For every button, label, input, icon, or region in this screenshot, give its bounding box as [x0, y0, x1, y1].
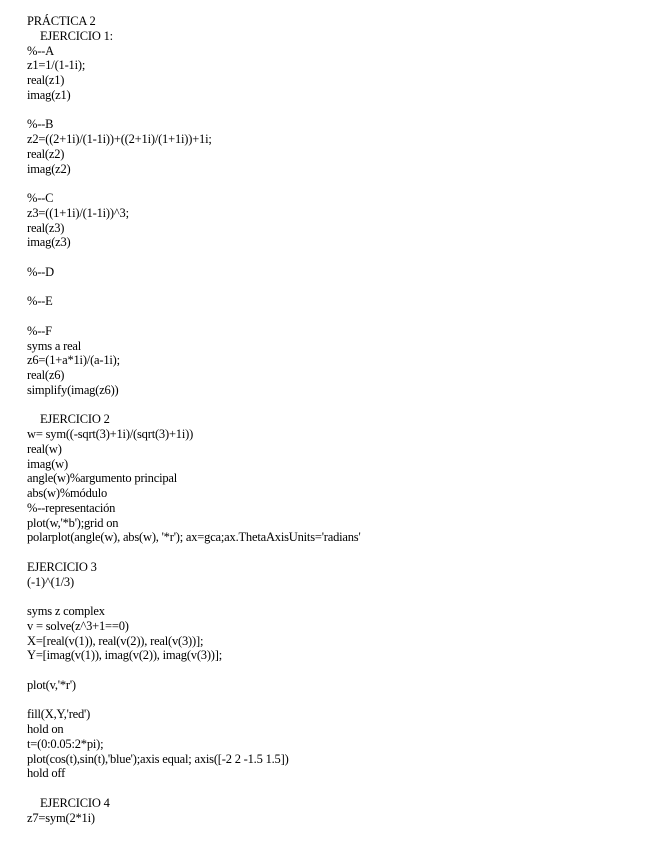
code-line: angle(w)%argumento principal	[27, 471, 178, 486]
blank-line	[27, 781, 637, 796]
code-line: %--C	[27, 191, 54, 205]
code-line: real(z2)	[27, 146, 65, 161]
blank-line	[27, 663, 637, 678]
document-body	[27, 14, 637, 825]
code-line: imag(z3)	[27, 235, 71, 250]
section-heading-ejercicio-2: EJERCICIO 2	[40, 412, 110, 427]
code-line: fill(X,Y,'red')	[27, 707, 91, 722]
blank-line	[27, 693, 637, 708]
code-line: syms z complex	[27, 604, 105, 618]
code-line: real(z3)	[27, 220, 65, 235]
code-line: imag(w)	[27, 456, 68, 471]
blank-line	[27, 176, 637, 191]
blank-line	[27, 398, 637, 413]
code-line: Y=[imag(v(1)), imag(v(2)), imag(v(3))];	[27, 648, 223, 663]
code-line: (-1)^(1/3)	[27, 574, 74, 589]
code-line: %--F	[27, 323, 52, 338]
code-line: imag(z2)	[27, 161, 71, 176]
code-line: plot(v,'*r')	[27, 677, 76, 692]
code-line: z3=((1+1i)/(1-1i))^3;	[27, 205, 129, 220]
code-line: polarplot(angle(w), abs(w), '*r'); ax=gca;ax.ThetaAxisUnits='radians'	[27, 530, 361, 545]
code-line: %--D	[27, 264, 54, 279]
code-line: real(z1)	[27, 73, 65, 87]
code-line: syms a real	[27, 338, 82, 353]
code-line: hold on	[27, 722, 64, 736]
code-line: hold off	[27, 766, 66, 781]
code-line: real(z6)	[27, 368, 65, 382]
code-line: %--E	[27, 294, 53, 309]
code-line: z2=((2+1i)/(1-1i))+((2+1i)/(1+1i))+1i;	[27, 132, 212, 146]
blank-line	[27, 589, 637, 604]
code-line: simplify(imag(z6))	[27, 382, 119, 397]
blank-line	[27, 309, 637, 324]
blank-line	[27, 545, 637, 560]
code-line: %--B	[27, 117, 54, 132]
code-line: t=(0:0.05:2*pi);	[27, 736, 104, 751]
code-line: abs(w)%módulo	[27, 486, 108, 500]
code-line: X=[real(v(1)), real(v(2)), real(v(3))];	[27, 633, 204, 648]
section-heading-ejercicio-1: EJERCICIO 1:	[40, 28, 113, 43]
blank-line	[27, 250, 637, 265]
code-line: imag(z1)	[27, 87, 71, 102]
code-line: z1=1/(1-1i);	[27, 58, 86, 73]
code-line: w= sym((-sqrt(3)+1i)/(sqrt(3)+1i))	[27, 427, 194, 441]
code-line: z6=(1+a*1i)/(a-1i);	[27, 353, 120, 368]
doc-title: PRÁCTICA 2	[27, 14, 96, 28]
blank-line	[27, 280, 637, 295]
section-heading-ejercicio-3: EJERCICIO 3	[27, 559, 97, 574]
section-heading-ejercicio-4: EJERCICIO 4	[40, 795, 110, 810]
code-line: real(w)	[27, 441, 62, 456]
code-line: z7=sym(2*1i)	[27, 810, 95, 825]
code-line: plot(cos(t),sin(t),'blue');axis equal; axis([-2 2 -1.5 1.5])	[27, 751, 289, 766]
code-line: plot(w,'*b');grid on	[27, 515, 119, 530]
code-line: v = solve(z^3+1==0)	[27, 618, 129, 633]
blank-line	[27, 103, 637, 118]
code-line: %--representación	[27, 500, 116, 515]
code-line: %--A	[27, 43, 54, 58]
